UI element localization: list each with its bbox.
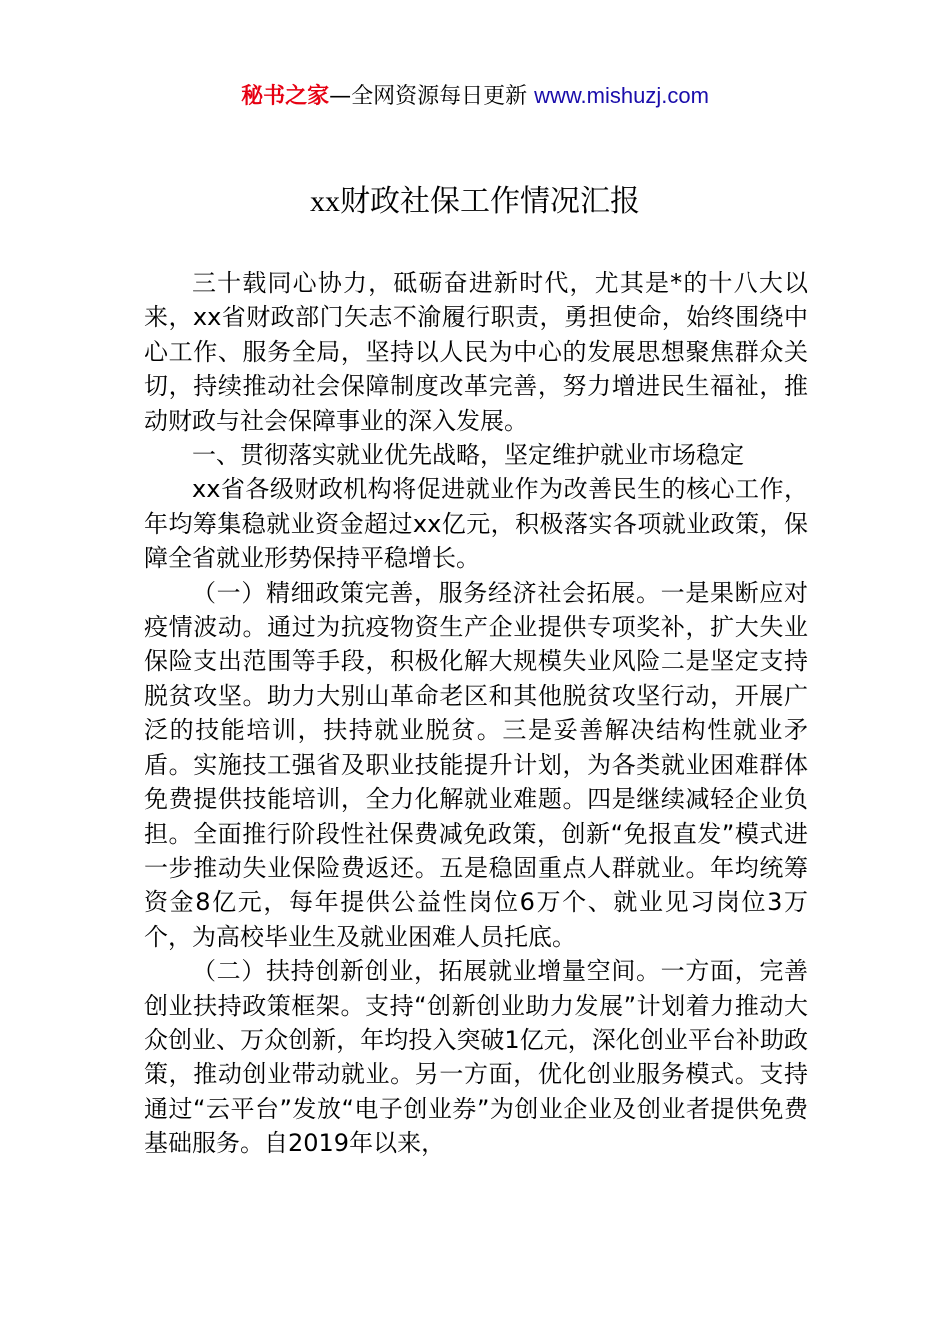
paragraph-subsection-1: （一）精细政策完善，服务经济社会拓展。一是果断应对疫情波动。通过为抗疫物资生产企业提供专项奖补，扩大失业保险支出范围等手段，积极化解大规模失业风险二是坚定支持脱贫攻坚。助力大别山革命老区和其他脱贫攻坚行动，开展广泛的技能培训，扶持就业脱贫。三是妥善解决结构性就业矛盾。实施技工强省及职业技能提升计划，为各类就业困难群体免费提供技能培训，全力化解就业难题。四是继续减轻企业负担。全面推行阶段性社保费减免政策，创新“免报直发”模式进一步推动失业保险费返还。五是稳固重点人群就业。年均统筹资金8亿元，每年提供公益性岗位6万个、就业见习岗位3万个，为高校毕业生及就业困难人员托底。 [144,578,808,951]
document-title [0,180,950,224]
site-header-banner [0,80,950,113]
site-url-link[interactable]: www.mishuzj.com [534,83,709,108]
site-brand-name: 秘书之家 [241,84,330,109]
site-slogan: —全网资源每日更新 [329,84,535,109]
document-title-text: 财政社保工作情况汇报 [340,184,640,219]
document-body [144,266,808,1161]
paragraph-section-1-summary: xx省各级财政机构将促进就业作为改善民生的核心工作，年均筹集稳就业资金超过xx亿元，积极落实各项就业政策，保障全省就业形势保持平稳增长。 [144,475,808,573]
section-heading-1: 一、贯彻落实就业优先战略，坚定维护就业市场稳定 [192,441,744,470]
paragraph-subsection-2: （二）扶持创新创业，拓展就业增量空间。一方面，完善创业扶持政策框架。支持“创新创业助力发展”计划着力推动大众创业、万众创新，年均投入突破1亿元，深化创业平台补助政策，推动创业带动就业。另一方面，优化创业服务模式。支持通过“云平台”发放“电子创业券”为创业企业及创业者提供免费基础服务。自2019年以来， [144,957,808,1158]
document-title-prefix: xx [310,185,340,218]
paragraph-intro: 三十载同心协力，砥砺奋进新时代，尤其是*的十八大以来，xx省财政部门矢志不渝履行职责，勇担使命，始终围绕中心工作、服务全局，坚持以人民为中心的发展思想聚焦群众关切，持续推动社会保障制度改革完善，努力增进民生福祉，推动财政与社会保障事业的深入发展。 [144,269,808,435]
